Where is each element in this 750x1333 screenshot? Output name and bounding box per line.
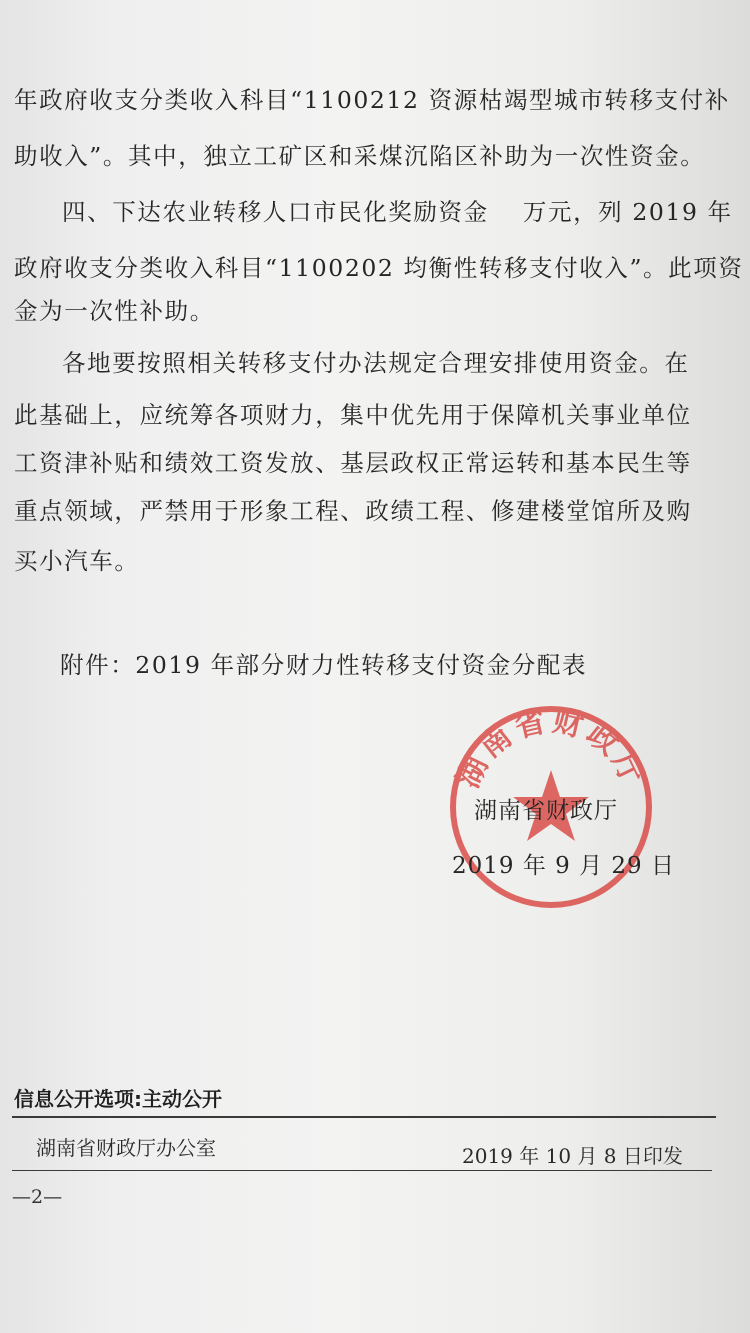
disclosure-option: 信息公开选项:主动公开 bbox=[14, 1087, 222, 1111]
attachment-line: 附件：2019 年部分财力性转移支付资金分配表 bbox=[60, 651, 588, 679]
body-line-9: 重点领域，严禁用于形象工程、政绩工程、修建楼堂馆所及购 bbox=[14, 497, 692, 525]
issuer-office: 湖南省财政厅办公室 bbox=[36, 1136, 216, 1160]
body-line-8: 工资津补贴和绩效工资发放、基层政权正常运转和基本民生等 bbox=[14, 449, 692, 477]
body-line-1: 年政府收支分类收入科目“1100212 资源枯竭型城市转移支付补 bbox=[14, 86, 730, 114]
body-line-4: 政府收支分类收入科目“1100202 均衡性转移支付收入”。此项资 bbox=[14, 254, 744, 282]
footer-bottom-rule bbox=[12, 1170, 712, 1171]
body-line-7: 此基础上，应统筹各项财力，集中优先用于保障机关事业单位 bbox=[14, 401, 692, 429]
body-line-2: 助收入”。其中，独立工矿区和采煤沉陷区补助为一次性资金。 bbox=[14, 142, 706, 170]
print-date: 2019 年 10 月 8 日印发 bbox=[462, 1144, 683, 1168]
body-line-10: 买小汽车。 bbox=[14, 547, 140, 575]
signature-org: 湖南省财政厅 bbox=[474, 798, 618, 824]
footer-top-rule bbox=[12, 1116, 716, 1118]
page-number: —2— bbox=[12, 1186, 63, 1208]
body-line-6: 各地要按照相关转移支付办法规定合理安排使用资金。在 bbox=[62, 349, 690, 377]
seal-text: 湖南省财政厅 bbox=[450, 703, 652, 794]
body-line-3: 四、下达农业转移人口市民化奖励资金 万元，列 2019 年 bbox=[62, 198, 733, 226]
body-line-5: 金为一次性补助。 bbox=[14, 297, 215, 325]
signature-date: 2019 年 9 月 29 日 bbox=[452, 853, 675, 879]
